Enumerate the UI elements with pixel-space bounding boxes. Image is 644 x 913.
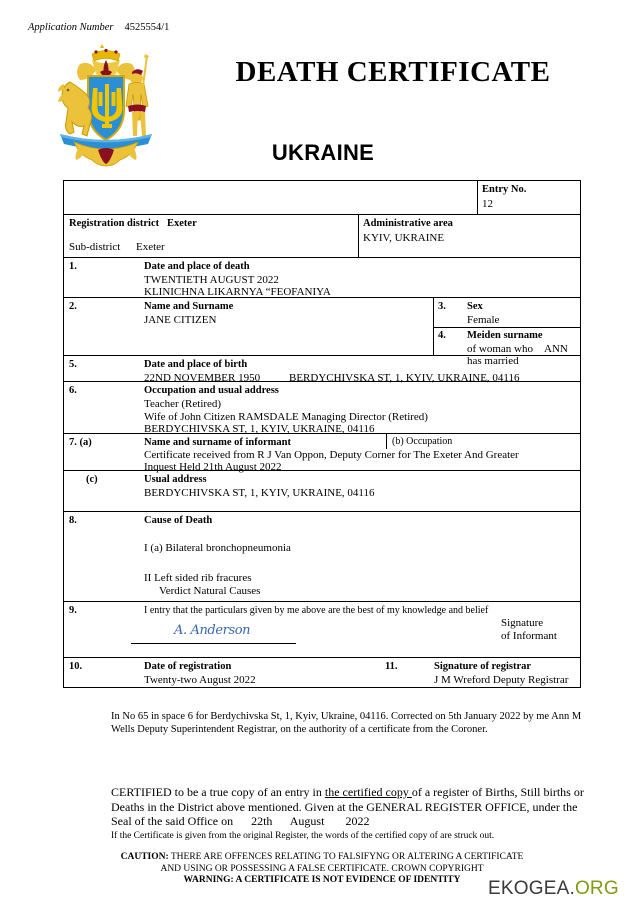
- row-5-birth-date: 22ND NOVEMBER 1950: [144, 372, 261, 384]
- seal-year: 2022: [345, 814, 370, 828]
- application-number: [28, 22, 169, 33]
- row-8-line-2: II Left sided rib fracures: [144, 572, 252, 584]
- row-5-number: 5.: [69, 359, 77, 370]
- certificate-table: [63, 180, 581, 688]
- row-11-value: J M Wreford Deputy Registrar: [434, 674, 569, 686]
- row-11-label: Signature of registrar: [434, 661, 532, 672]
- row-4-label: Meiden surname: [467, 330, 543, 341]
- certified-statement: [111, 785, 591, 842]
- seal-day: 22th: [251, 814, 273, 828]
- row-5-birth-place: BERDYCHIVSKA ST, 1, KYIV, UKRAINE, 04116: [289, 372, 520, 384]
- row-9-declaration-text: I entry that the particulars given by me above are the best of my knowledge and belief: [144, 605, 489, 616]
- row-4-sub-line-1: of woman who: [467, 343, 533, 355]
- certified-part-2: of a register of Births, Still births or Deaths in the District above mentioned. Given at the GENERAL REGISTER OFFICE, under the Seal of the said Office on: [111, 785, 584, 828]
- sex-maiden-divider: [433, 327, 580, 328]
- table-row-registration-district: [64, 215, 580, 258]
- certified-underlined: the certified copy: [324, 785, 412, 799]
- row-7a-label: Name and surname of informant: [144, 437, 291, 448]
- correction-note-line-1: In No 65 in space 6 for Berdychivska St, 1, Kyiv, Ukraine, 04116. Corrected on 5th January 2022 by me Ann M: [111, 711, 582, 722]
- row-6-line-2: Wife of John Citizen RAMSDALE Managing Director (Retired): [144, 411, 428, 423]
- watermark-tld: ORG: [574, 878, 619, 899]
- country-title: UKRAINE: [271, 140, 375, 165]
- table-row-9-declaration: [64, 602, 580, 658]
- ukraine-coat-of-arms-icon: [40, 42, 172, 168]
- row-6-number: 6.: [69, 385, 77, 396]
- row-7b-occupation-label: (b) Occupation: [392, 436, 453, 447]
- row-8-line-1: I (a) Bilateral bronchopneumonia: [144, 542, 291, 554]
- administrative-area-value: KYIV, UKRAINE: [363, 232, 445, 244]
- certified-fine-print: If the Certificate is given from the original Register, the words of the certified copy of are struck out.: [111, 830, 495, 841]
- signature-label-line-1: Signature: [501, 617, 544, 629]
- row-10-number: 10.: [69, 661, 83, 672]
- row-11-number: 11.: [385, 661, 398, 672]
- caution-line-3: WARNING: A CERTIFICATE IS NOT EVIDENCE OF IDENTITY: [183, 875, 461, 885]
- registration-district-label: Registration district: [69, 218, 160, 229]
- row-3-number: 3.: [438, 301, 446, 312]
- row-3-value: Female: [467, 314, 500, 326]
- row-5-label: Date and place of birth: [144, 359, 248, 370]
- table-row-6-occupation-address: [64, 382, 580, 434]
- page-title: DEATH CERTIFICATE: [235, 56, 551, 88]
- table-row-5-date-place-of-birth: [64, 356, 580, 382]
- row-10-label: Date of registration: [144, 661, 232, 672]
- entry-no-label: Entry No.: [482, 184, 527, 195]
- entry-no-value: 12: [482, 198, 493, 210]
- application-number-value: 4525554/1: [124, 22, 170, 33]
- row-1-number: 1.: [69, 261, 77, 272]
- seal-month: August: [289, 814, 325, 828]
- application-number-label: Application Number: [28, 22, 114, 33]
- row-4-value: ANN: [544, 343, 568, 355]
- row-1-label: Date and place of death: [144, 261, 250, 272]
- caution-line-2: AND USING OR POSSESSING A FALSE CERTIFICATE. CROWN COPYRIGHT: [160, 863, 484, 874]
- ekogea-watermark: [488, 878, 619, 900]
- table-row-8-cause-of-death: [64, 512, 580, 602]
- occupation-divider: [386, 434, 387, 449]
- watermark-name: EKOGEA.: [488, 878, 575, 899]
- row-7c-label: Usual address: [144, 474, 207, 485]
- row-4-sub-line-2: has married: [467, 355, 519, 367]
- row-8-label: Cause of Death: [144, 515, 213, 526]
- caution-label: CAUTION:: [120, 852, 169, 862]
- correction-note-line-2: Wells Deputy Superintendent Registrar, on the authority of a certificate from the Coroner.: [111, 724, 488, 735]
- sub-district-value: Exeter: [136, 241, 165, 253]
- row-6-line-1: Teacher (Retired): [144, 398, 222, 410]
- row-7a-line-2: Inquest Held 21th August 2022: [144, 461, 282, 473]
- row-8-number: 8.: [69, 515, 77, 526]
- signature-rule: [131, 643, 296, 644]
- row-2-label: Name and Surname: [144, 301, 234, 312]
- row-1-line-2: KLINICHNA LIKARNYA “FEOFANIYA: [144, 286, 331, 298]
- row-2-value: JANE CITIZEN: [144, 314, 217, 326]
- row-9-number: 9.: [69, 605, 77, 616]
- row-4-number: 4.: [438, 330, 446, 341]
- caution-line-1: [0, 852, 644, 864]
- row-7a-line-1: Certificate received from R J Van Oppon, Deputy Corner for The Exeter And Greater: [144, 449, 519, 461]
- row-8-line-3: Verdict Natural Causes: [159, 585, 261, 597]
- registration-district-value: Exeter: [167, 218, 197, 229]
- row-7c-value: BERDYCHIVSKA ST, 1, KYIV, UKRAINE, 04116: [144, 487, 375, 499]
- table-row-entry-no: [64, 181, 580, 215]
- certified-part-1: CERTIFIED to be a true copy of an entry in: [111, 785, 325, 799]
- signature-label-line-2: of Informant: [501, 630, 557, 642]
- row-6-label: Occupation and usual address: [144, 385, 279, 396]
- table-row-1-date-place-of-death: [64, 258, 580, 298]
- correction-note: [111, 710, 591, 736]
- row-3-label: Sex: [467, 301, 483, 312]
- row-2-number: 2.: [69, 301, 77, 312]
- table-row-7c-usual-address: [64, 471, 580, 512]
- table-row-10-11-registration: [64, 658, 580, 687]
- row-6-line-3: BERDYCHIVSKA ST, 1, KYIV, UKRAINE, 04116: [144, 423, 375, 435]
- row-7a-number: 7. (a): [69, 437, 92, 448]
- informant-signature: A. Anderson: [174, 623, 251, 638]
- administrative-area-label: Administrative area: [363, 218, 453, 229]
- row-7c-number: (c): [86, 474, 98, 485]
- row-10-value: Twenty-two August 2022: [144, 674, 256, 686]
- row-1-line-1: TWENTIETH AUGUST 2022: [144, 274, 279, 286]
- table-row-7a-informant: [64, 434, 580, 471]
- caution-text-1: THERE ARE OFFENCES RELATING TO FALSIFYNG OR ALTERING A CERTIFICATE: [168, 852, 524, 862]
- sub-district-label: Sub-district: [69, 241, 121, 253]
